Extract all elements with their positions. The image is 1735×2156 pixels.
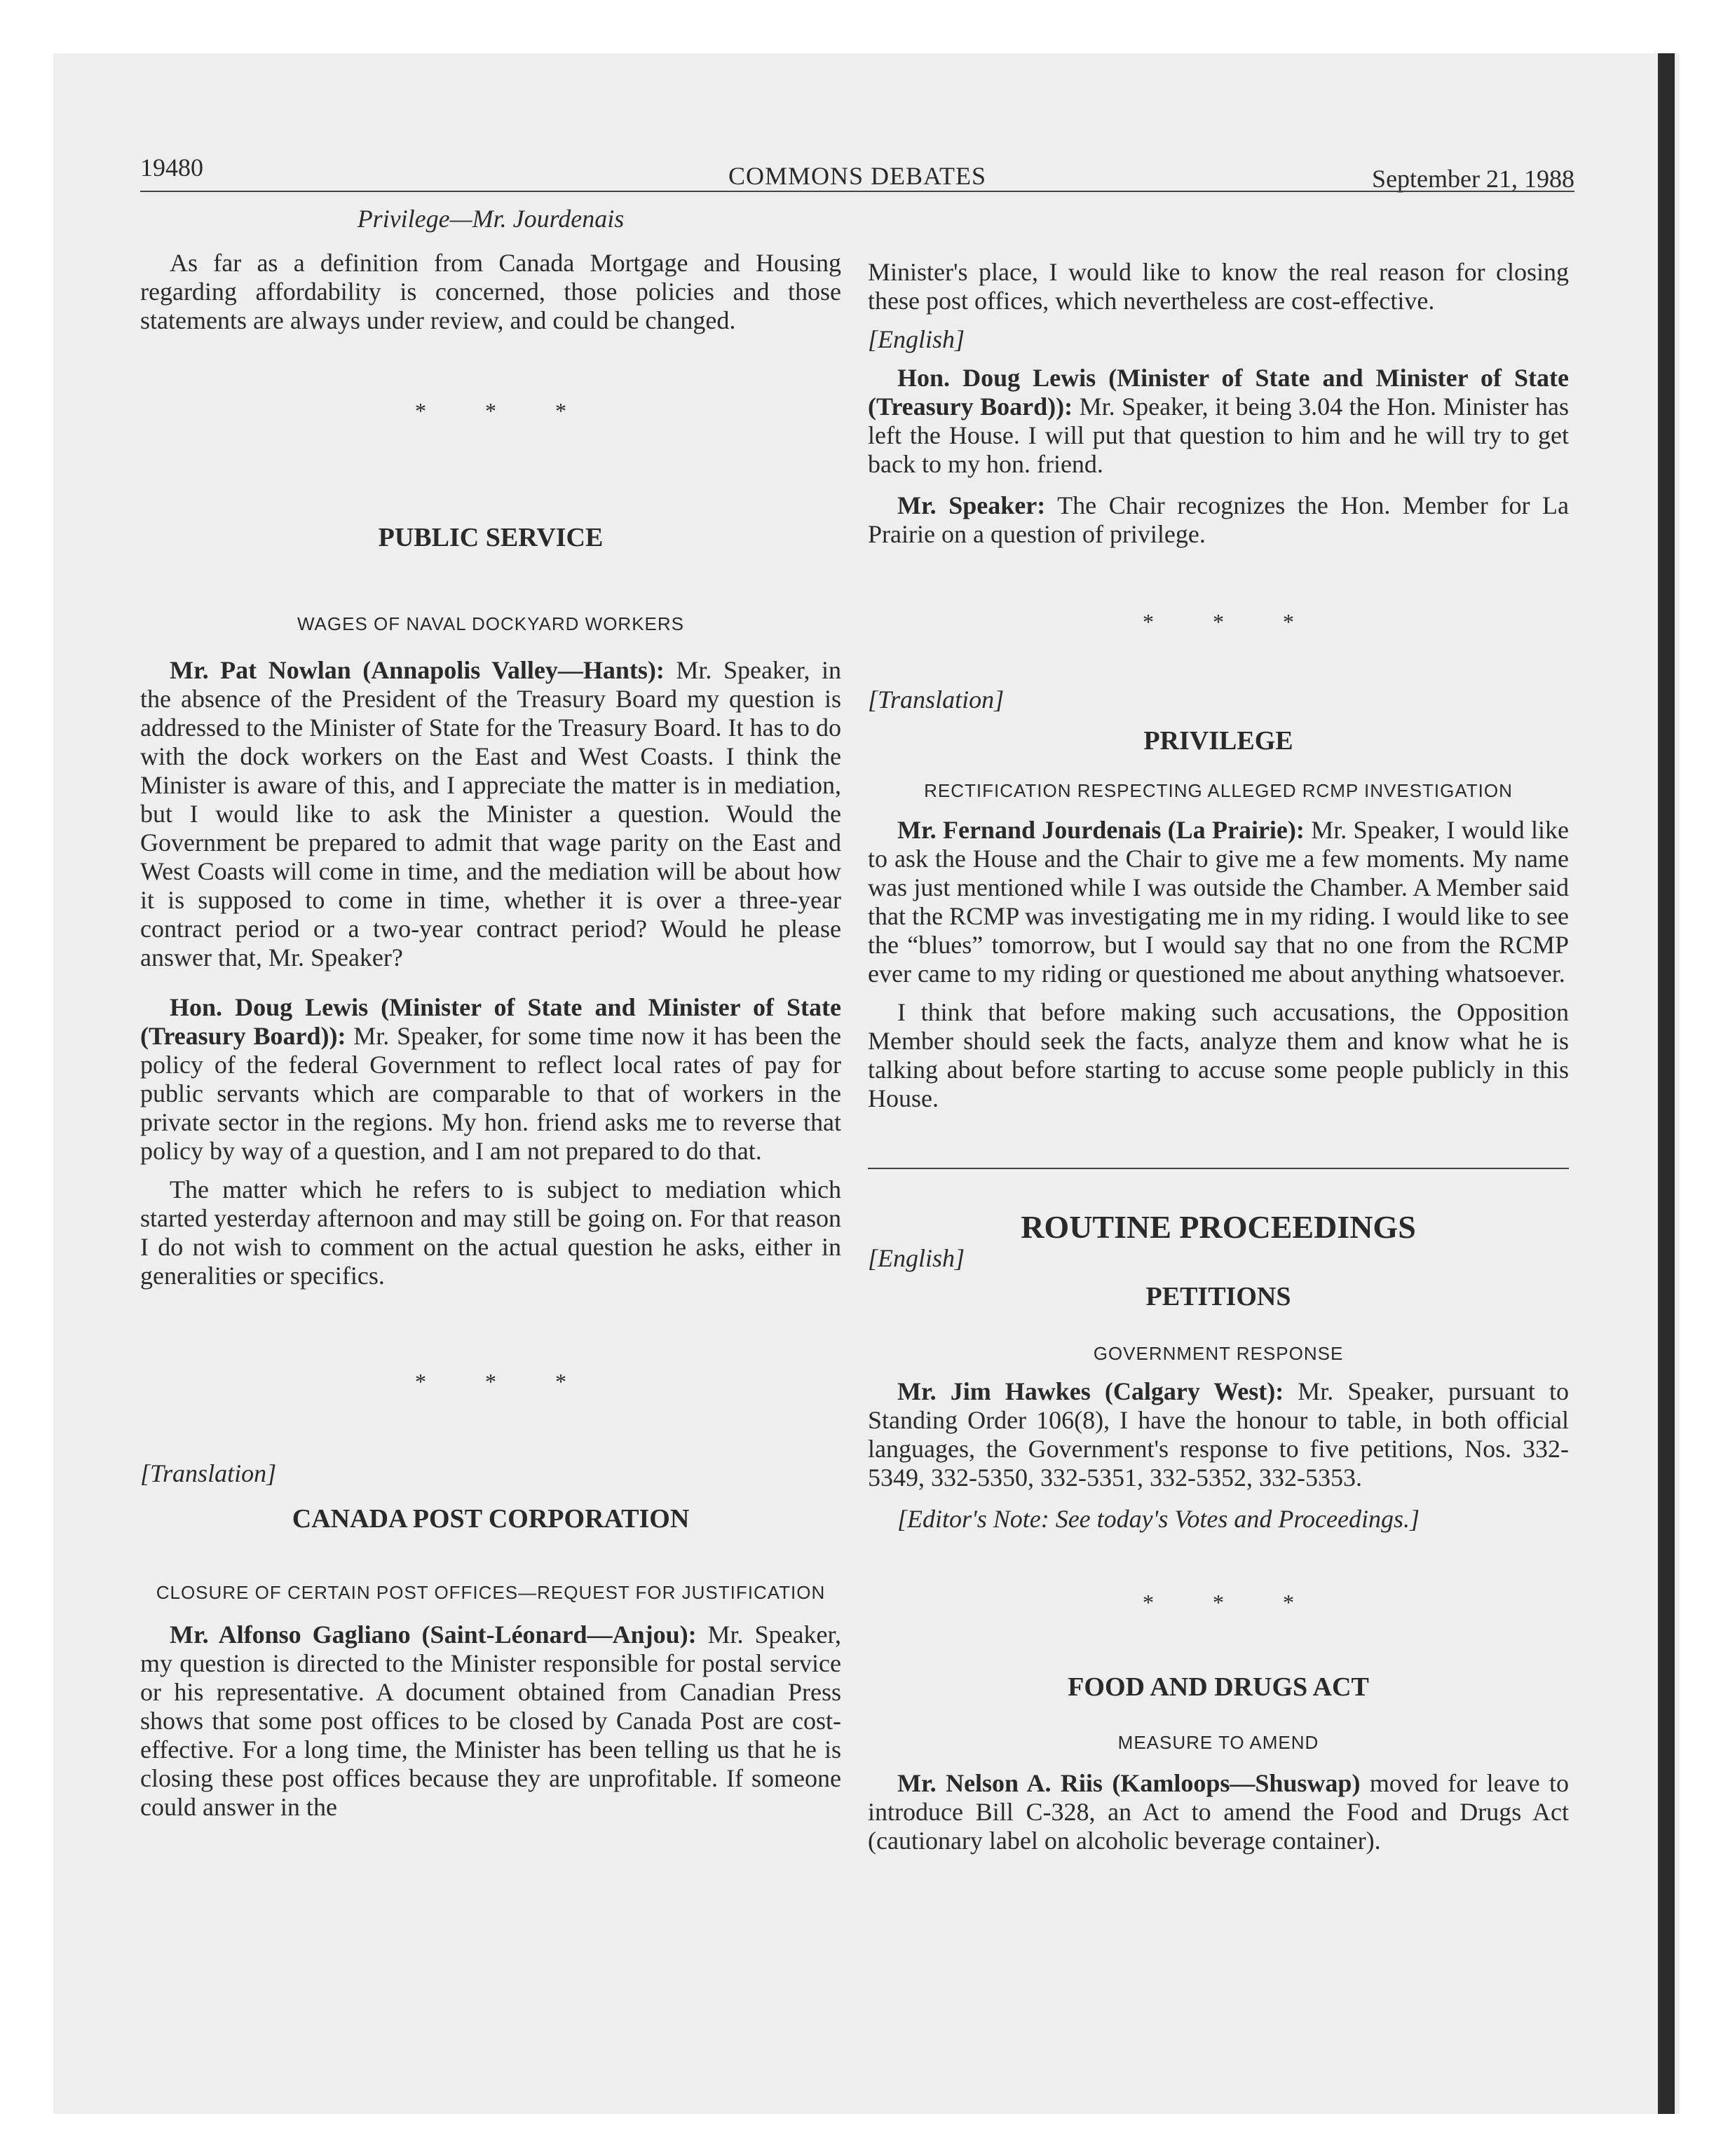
publication-title: COMMONS DEBATES [728, 162, 987, 190]
subsection-heading: RECTIFICATION RESPECTING ALLEGED RCMP INVESTIGATION [924, 780, 1513, 801]
header-rule [140, 191, 1574, 192]
speaker-name: Mr. Pat Nowlan (Annapolis Valley—Hants): [170, 656, 665, 684]
speaker-name: Mr. Fernand Jourdenais (La Prairie): [897, 816, 1305, 844]
subsection-heading: MEASURE TO AMEND [1117, 1732, 1319, 1753]
paragraph [868, 816, 1569, 988]
section-heading: PUBLIC SERVICE [378, 523, 604, 552]
language-tag: [Translation] [140, 1459, 277, 1487]
subsection-heading: GOVERNMENT RESPONSE [1093, 1343, 1344, 1364]
section-separator: * * * [1143, 609, 1321, 634]
paragraph [140, 1621, 841, 1822]
left-column [140, 196, 841, 1822]
section-heading: CANADA POST CORPORATION [292, 1504, 690, 1534]
speech-text: Mr. Speaker, in the absence of the President of the Treasury Board my question is addressed to the Minister of State for the Treasury Board. It has to do with the dock workers on the East and West Coasts. I think the Minister is aware of this, and I appreciate the matter is in mediation, but I would like to ask the Minister a question. Would the Government be prepared to admit that wage parity on the East and West Coasts will come in time, and the mediation will be about how it is supposed to come in time, whether it is over a three-year contract period or a two-year contract period? Would he please answer that, Mr. Speaker? [140, 656, 841, 971]
section-heading: PRIVILEGE [1143, 726, 1293, 756]
section-separator: * * * [415, 1369, 593, 1394]
scan-edge-bar [1658, 53, 1675, 2114]
paragraph: As far as a definition from Canada Mortgage and Housing regarding affordability is concerned, those policies and those statements are always under review, and could be changed. [140, 249, 841, 334]
paragraph [868, 491, 1569, 549]
language-tag: [English] [868, 325, 965, 353]
section-heading: FOOD AND DRUGS ACT [1068, 1672, 1369, 1702]
speech-text: moved for leave to introduce Bill C-328, an Act to amend the Food and Drugs Act (cautionary label on alcoholic beverage container). [868, 1769, 1569, 1855]
speaker-name: Hon. Doug Lewis (Minister of State and Minister of State (Treasury Board)): [140, 993, 841, 1050]
speaker-name: Mr. Jim Hawkes (Calgary West): [897, 1377, 1284, 1405]
section-rule [868, 1168, 1569, 1169]
section-subhead: Privilege—Mr. Jourdenais [357, 205, 625, 233]
paragraph [140, 656, 841, 972]
speaker-name: Mr. Nelson A. Riis (Kamloops—Shuswap) [897, 1769, 1361, 1797]
speech-text: Mr. Speaker, I would like to ask the House and the Chair to give me a few moments. My name was just mentioned while I was outside the Chamber. A Member said that the RCMP was investigating me in my riding. I would like to see the “blues” tomorrow, but I would say that no one from the RCMP ever came to my riding or questioned me about anything whatsoever. [868, 816, 1569, 988]
publication-date: September 21, 1988 [1372, 165, 1574, 193]
subsection-heading: CLOSURE OF CERTAIN POST OFFICES—REQUEST FOR JUSTIFICATION [156, 1582, 826, 1603]
paragraph: The matter which he refers to is subject to mediation which started yesterday afternoon and may still be going on. For that reason I do not wish to comment on the actual question he asks, either in generalities or specifics. [140, 1175, 841, 1290]
speaker-name: Hon. Doug Lewis (Minister of State and Minister of State (Treasury Board)): [868, 364, 1569, 421]
section-heading: ROUTINE PROCEEDINGS [1021, 1209, 1416, 1245]
paragraph [140, 993, 841, 1166]
paragraph: Minister's place, I would like to know the real reason for closing these post offices, which nevertheless are cost-effective. [868, 258, 1569, 315]
section-separator: * * * [1143, 1590, 1321, 1615]
section-heading: PETITIONS [1145, 1282, 1291, 1311]
speech-text: Mr. Speaker, for some time now it has been the policy of the federal Government to reflect local rates of pay for public servants which are comparable to that of workers in the private sector in the regions. My hon. friend asks me to reverse that policy by way of a question, and I am not prepared to do that. [140, 1022, 841, 1165]
paragraph [868, 1769, 1569, 1855]
right-column [868, 196, 1569, 1855]
speaker-name: Mr. Speaker: [897, 491, 1046, 519]
paragraph [868, 364, 1569, 479]
language-tag: [Translation] [868, 685, 1005, 714]
paragraph [868, 1377, 1569, 1492]
speaker-name: Mr. Alfonso Gagliano (Saint-Léonard—Anjou): [170, 1621, 697, 1649]
language-tag: [English] [868, 1244, 965, 1272]
section-separator: * * * [415, 398, 593, 423]
speech-text: Mr. Speaker, it being 3.04 the Hon. Minister has left the House. I will put that question to him and he will try to get back to my hon. friend. [868, 393, 1569, 478]
running-head [140, 153, 1574, 195]
editors-note: [Editor's Note: See today's Votes and Proceedings.] [897, 1505, 1420, 1533]
subsection-heading: WAGES OF NAVAL DOCKYARD WORKERS [297, 613, 685, 634]
speech-text: The Chair recognizes the Hon. Member for La Prairie on a question of privilege. [868, 491, 1570, 548]
paragraph: I think that before making such accusations, the Opposition Member should seek the facts, analyze them and know what he is talking about before starting to accuse some people publicly in this House. [868, 998, 1569, 1112]
speech-text: Mr. Speaker, pursuant to Standing Order 106(8), I have the honour to table, in both official languages, the Government's response to five petitions, Nos. 332-5349, 332-5350, 332-5351, 332-5352, 332-5353. [868, 1377, 1569, 1492]
page-number: 19480 [140, 153, 203, 182]
speech-text: Mr. Speaker, my question is directed to the Minister responsible for postal service or his representative. A document obtained from Canadian Press shows that some post offices to be closed by Canada Post are cost-effective. For a long time, the Minister has been telling us that he is closing these post offices because they are unprofitable. If someone could answer in the [140, 1621, 842, 1821]
